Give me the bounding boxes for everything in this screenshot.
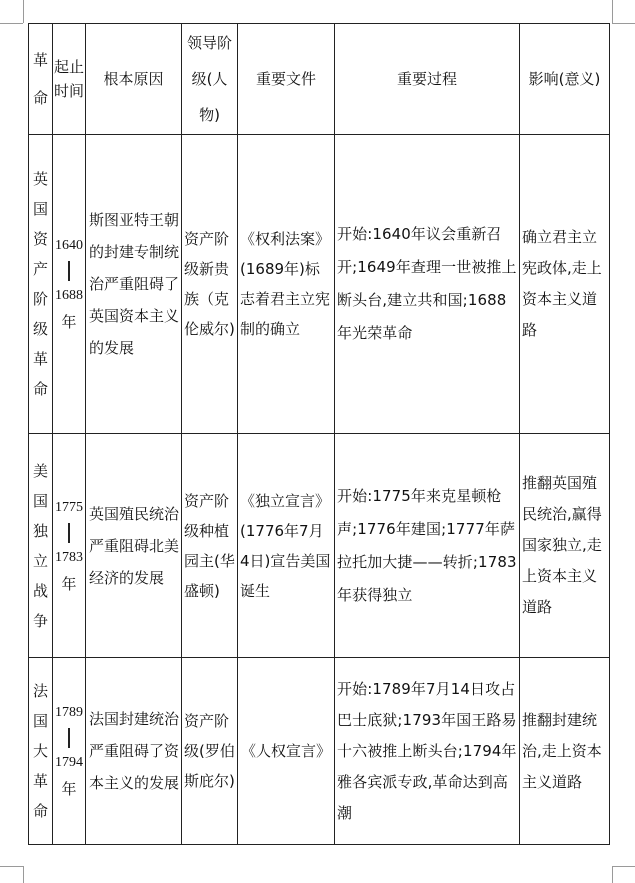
impact-cell bbox=[520, 658, 610, 845]
revolution-name-char: 产 bbox=[32, 260, 48, 278]
document-text: 《权利法案》(1689年)标志着君主立宪制的确立 bbox=[240, 230, 331, 338]
revolution-name-char: 美 bbox=[32, 461, 48, 480]
start-year: 1789 bbox=[55, 705, 83, 720]
revolution-name-char: 独 bbox=[32, 521, 48, 540]
crop-mark-bottom-left-h bbox=[0, 866, 23, 867]
revolution-name-char: 国 bbox=[32, 491, 48, 510]
header-revolution bbox=[29, 24, 53, 135]
revolution-name-char: 革 bbox=[32, 772, 48, 790]
revolution-name bbox=[29, 676, 52, 826]
leader-text: 资产阶级新贵族（克伦威尔) bbox=[184, 230, 235, 338]
table-row bbox=[29, 434, 610, 658]
revolution-name-char: 法 bbox=[32, 682, 48, 700]
revolution-name-char: 立 bbox=[32, 551, 48, 570]
header-impact bbox=[520, 24, 610, 135]
header-process bbox=[335, 24, 520, 135]
cause-cell bbox=[86, 434, 182, 658]
crop-mark-top-left-h bbox=[0, 23, 23, 24]
revolution-name-char: 革 bbox=[32, 350, 48, 368]
cause-text: 英国殖民统治严重阻碍北美经济的发展 bbox=[89, 504, 180, 587]
table-header-row bbox=[29, 24, 610, 135]
table-row bbox=[29, 135, 610, 434]
revolution-name-char: 战 bbox=[32, 581, 48, 600]
crop-mark-bottom-right-v bbox=[612, 866, 613, 883]
header-time bbox=[53, 24, 86, 135]
impact-cell bbox=[520, 434, 610, 658]
range-bar bbox=[68, 523, 70, 543]
crop-mark-bottom-right-h bbox=[612, 866, 635, 867]
year-unit: 年 bbox=[61, 313, 77, 331]
time-cell bbox=[53, 658, 86, 845]
revolution-name-char: 国 bbox=[32, 200, 48, 218]
leader-text: 资产阶级(罗伯斯庇尔) bbox=[184, 712, 235, 790]
year-unit: 年 bbox=[61, 780, 77, 798]
document-cell bbox=[238, 434, 335, 658]
header-revolution-text: 革命 bbox=[32, 51, 48, 107]
revolutions-table bbox=[28, 23, 610, 845]
crop-mark-top-left-v bbox=[23, 0, 24, 23]
header-time-text: 起止时间 bbox=[53, 58, 84, 100]
header-leader bbox=[182, 24, 238, 135]
document-cell bbox=[238, 135, 335, 434]
process-cell bbox=[335, 135, 520, 434]
header-impact-text: 影响(意义) bbox=[528, 70, 601, 88]
leader-cell bbox=[182, 135, 238, 434]
year-unit: 年 bbox=[61, 574, 77, 593]
cause-cell bbox=[86, 135, 182, 434]
revolution-name-char: 阶 bbox=[32, 290, 48, 308]
revolution-name-char: 国 bbox=[32, 712, 48, 730]
process-text: 开始:1775年来克星顿枪声;1776年建国;1777年萨拉托加大捷——转折;1783年获得独立 bbox=[337, 486, 517, 604]
process-cell bbox=[335, 658, 520, 845]
header-cause-text: 根本原因 bbox=[103, 70, 164, 88]
header-document-text: 重要文件 bbox=[255, 70, 316, 88]
start-year: 1640 bbox=[55, 238, 83, 253]
revolution-name-char: 大 bbox=[32, 742, 48, 760]
document-text: 《独立宣言》(1776年7月4日)宣告美国诞生 bbox=[240, 491, 331, 600]
crop-mark-top-right-v bbox=[612, 0, 613, 23]
impact-text: 推翻英国殖民统治,赢得国家独立,走上资本主义道路 bbox=[522, 474, 602, 616]
end-year: 1783 bbox=[55, 549, 83, 565]
crop-mark-top-right-h bbox=[612, 23, 635, 24]
revolution-name bbox=[29, 456, 52, 636]
leader-cell bbox=[182, 658, 238, 845]
revolution-name-cell bbox=[29, 658, 53, 845]
range-bar bbox=[68, 728, 70, 748]
end-year: 1688 bbox=[55, 288, 83, 303]
revolution-name-char: 资 bbox=[32, 230, 48, 248]
range-bar bbox=[68, 261, 70, 281]
process-text: 开始:1789年7月14日攻占巴士底狱;1793年国王路易十六被推上断头台;1794年雅各宾派专政,革命达到高潮 bbox=[337, 679, 517, 822]
end-year: 1794 bbox=[55, 755, 83, 770]
header-document bbox=[238, 24, 335, 135]
process-text: 开始:1640年议会重新召开;1649年查理一世被推上断头台,建立共和国;1688年光荣革命 bbox=[337, 225, 517, 342]
header-leader-text: 领导阶级(人物) bbox=[186, 34, 232, 124]
impact-text: 确立君主立宪政体,走上资本主义道路 bbox=[522, 228, 602, 339]
process-cell bbox=[335, 434, 520, 658]
time-cell bbox=[53, 434, 86, 658]
revolution-name bbox=[29, 164, 52, 404]
cause-cell bbox=[86, 658, 182, 845]
header-process-text: 重要过程 bbox=[396, 70, 457, 88]
header-cause bbox=[86, 24, 182, 135]
leader-cell bbox=[182, 434, 238, 658]
document-cell bbox=[238, 658, 335, 845]
revolution-name-char: 命 bbox=[32, 380, 48, 398]
crop-mark-bottom-left-v bbox=[23, 866, 24, 883]
start-year: 1775 bbox=[55, 499, 83, 515]
revolution-name-cell bbox=[29, 434, 53, 658]
revolution-name-char: 命 bbox=[32, 802, 48, 820]
cause-text: 斯图亚特王朝的封建专制统治严重阻碍了英国资本主义的发展 bbox=[89, 211, 180, 357]
revolution-name-cell bbox=[29, 135, 53, 434]
revolution-name-char: 英 bbox=[32, 170, 48, 188]
impact-cell bbox=[520, 135, 610, 434]
leader-text: 资产阶级种植园主(华盛顿) bbox=[184, 491, 235, 600]
document-text: 《人权宣言》 bbox=[240, 742, 331, 760]
cause-text: 法国封建统治严重阻碍了资本主义的发展 bbox=[89, 710, 180, 792]
table-row bbox=[29, 658, 610, 845]
revolution-name-char: 级 bbox=[32, 320, 48, 338]
time-cell bbox=[53, 135, 86, 434]
impact-text: 推翻封建统治,走上资本主义道路 bbox=[522, 710, 602, 791]
revolution-name-char: 争 bbox=[32, 611, 48, 630]
